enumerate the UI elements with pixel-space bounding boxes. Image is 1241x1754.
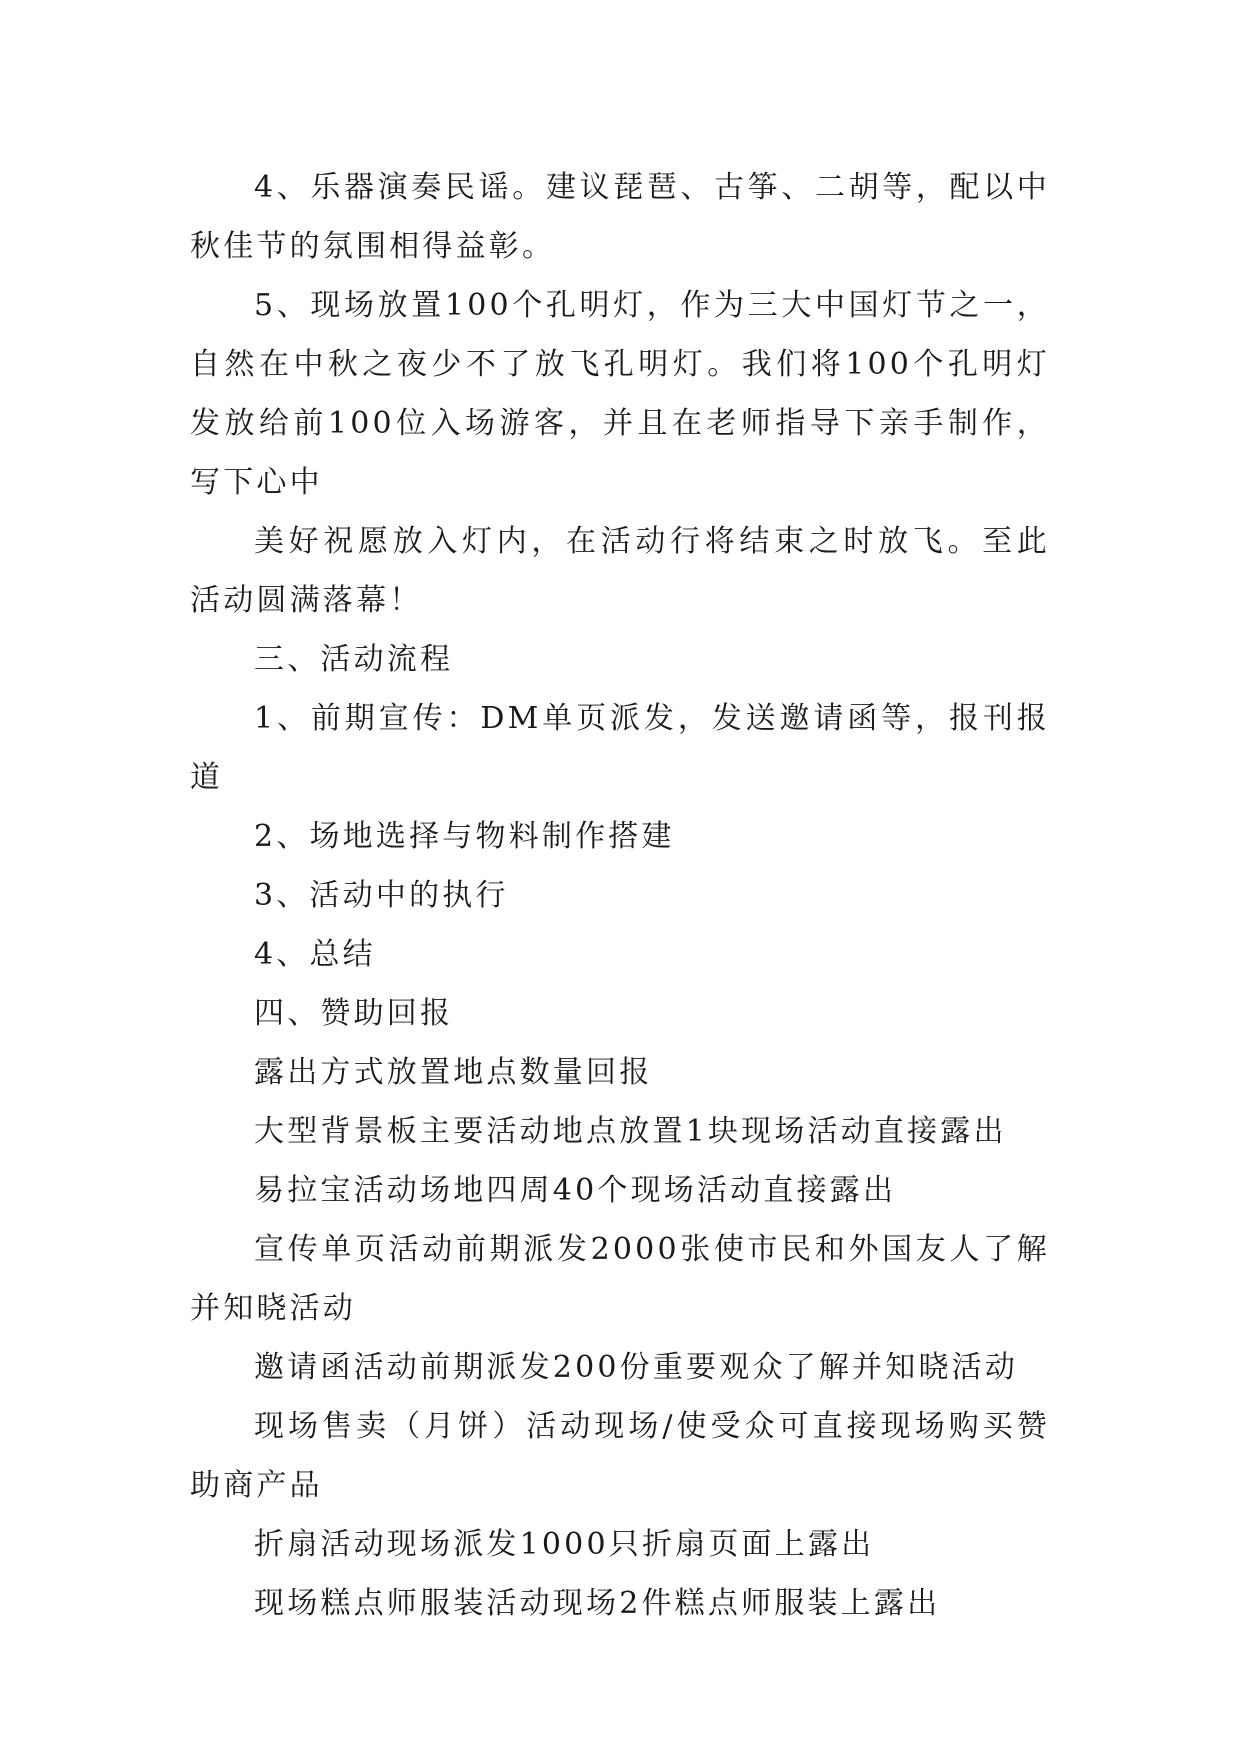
paragraph-instrument-performance: 4、乐器演奏民谣。建议琵琶、古筝、二胡等，配以中秋佳节的氛围相得益彰。 [190,170,1050,264]
sponsorship-item-folding-fan: 折扇活动现场派发1000只折扇页面上露出 [254,1527,875,1562]
section-heading-activity-process: 三、活动流程 [254,642,454,677]
paragraph-release-lanterns: 美好祝愿放入灯内，在活动行将结束之时放飞。至此活动圆满落幕！ [190,524,1050,618]
sponsorship-item-flyer: 宣传单页活动前期派发2000张使市民和外国友人了解并知晓活动 [190,1232,1050,1326]
list-item-promotion: 1、前期宣传：DM单页派发，发送邀请函等，报刊报道 [190,701,1050,795]
sponsorship-item-mooncake-sale: 现场售卖（月饼）活动现场/使受众可直接现场购买赞助商产品 [190,1409,1050,1503]
sponsorship-item-pastry-chef-uniform: 现场糕点师服装活动现场2件糕点师服装上露出 [254,1586,941,1621]
document-body [190,158,1050,1633]
sponsorship-item-backdrop: 大型背景板主要活动地点放置1块现场活动直接露出 [254,1114,1007,1149]
sponsorship-item-rollup: 易拉宝活动场地四周40个现场活动直接露出 [254,1173,897,1208]
list-item-summary: 4、总结 [254,937,376,972]
section-heading-sponsorship: 四、赞助回报 [254,996,454,1031]
list-item-execution: 3、活动中的执行 [254,878,509,913]
sponsorship-header-row: 露出方式放置地点数量回报 [254,1055,653,1090]
paragraph-kongming-lanterns: 5、现场放置100个孔明灯，作为三大中国灯节之一，自然在中秋之夜少不了放飞孔明灯。我们将100个孔明灯发放给前100位入场游客，并且在老师指导下亲手制作，写下心中 [190,288,1050,500]
sponsorship-item-invitation: 邀请函活动前期派发200份重要观众了解并知晓活动 [254,1350,1019,1385]
list-item-venue: 2、场地选择与物料制作搭建 [254,819,675,854]
